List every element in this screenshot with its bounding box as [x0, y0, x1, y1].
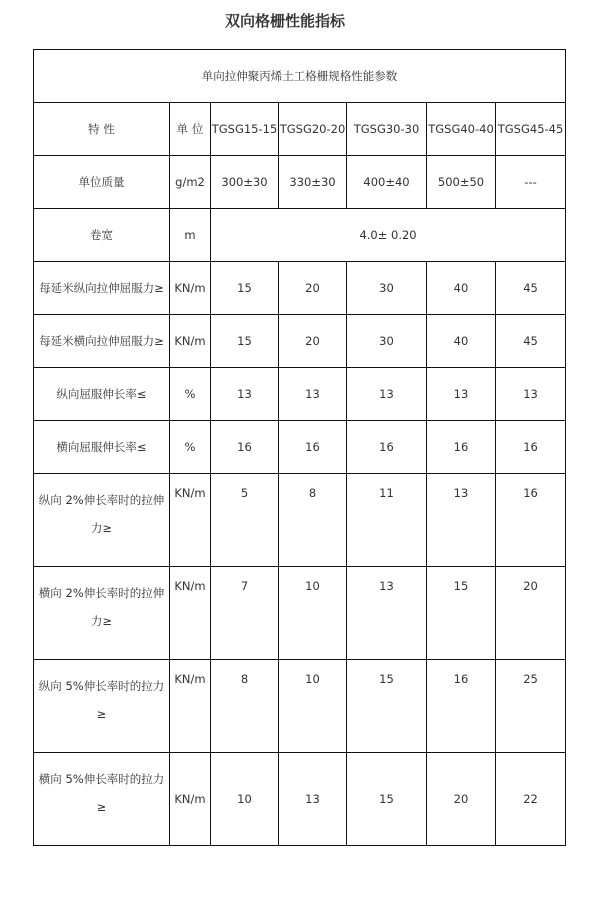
unit-cell: KN/m	[170, 753, 211, 846]
table-row	[34, 368, 566, 421]
value-cell: 16	[496, 474, 566, 567]
value-cell: 45	[496, 262, 566, 315]
value-cell: 300±30	[211, 156, 279, 209]
property-cell: 纵向屈服伸长率≤	[34, 368, 170, 421]
value-cell: 16	[427, 421, 496, 474]
table-row	[34, 421, 566, 474]
value-cell: 45	[496, 315, 566, 368]
property-cell: 横向 5%伸长率时的拉力≥	[34, 753, 170, 846]
value-cell: 20	[279, 262, 347, 315]
table-row	[34, 474, 566, 567]
unit-cell: g/m2	[170, 156, 211, 209]
value-cell: 8	[211, 660, 279, 753]
value-cell: 500±50	[427, 156, 496, 209]
header-cell: TGSG40-40	[427, 103, 496, 156]
unit-cell: KN/m	[170, 660, 211, 753]
value-cell: 20	[279, 315, 347, 368]
value-cell: 13	[279, 368, 347, 421]
value-cell: 330±30	[279, 156, 347, 209]
unit-cell: KN/m	[170, 262, 211, 315]
value-cell: 30	[347, 315, 427, 368]
table-row	[34, 660, 566, 753]
property-cell: 每延米纵向拉伸屈服力≥	[34, 262, 170, 315]
value-cell: 40	[427, 262, 496, 315]
table-row	[34, 315, 566, 368]
table-header-row	[34, 103, 566, 156]
value-cell: 15	[211, 315, 279, 368]
property-cell: 每延米横向拉伸屈服力≥	[34, 315, 170, 368]
header-cell: TGSG30-30	[347, 103, 427, 156]
value-cell: 10	[279, 660, 347, 753]
unit-cell: KN/m	[170, 315, 211, 368]
value-cell: 13	[427, 474, 496, 567]
value-cell: 13	[211, 368, 279, 421]
value-cell: 13	[347, 567, 427, 660]
unit-cell: KN/m	[170, 474, 211, 567]
unit-cell: m	[170, 209, 211, 262]
property-cell: 纵向 5%伸长率时的拉力≥	[34, 660, 170, 753]
value-cell: 11	[347, 474, 427, 567]
value-cell: 15	[427, 567, 496, 660]
value-cell: 13	[347, 368, 427, 421]
header-cell: 特 性	[34, 103, 170, 156]
table-row	[34, 209, 566, 262]
table-row	[34, 262, 566, 315]
merged-value-cell: 4.0± 0.20	[211, 209, 566, 262]
value-cell: 15	[211, 262, 279, 315]
value-cell: 15	[347, 753, 427, 846]
value-cell: 16	[427, 660, 496, 753]
value-cell: 16	[496, 421, 566, 474]
unit-cell: %	[170, 421, 211, 474]
value-cell: 16	[347, 421, 427, 474]
value-cell: 13	[279, 753, 347, 846]
table-caption-row	[34, 50, 566, 103]
value-cell: 40	[427, 315, 496, 368]
header-cell: TGSG20-20	[279, 103, 347, 156]
value-cell: 16	[211, 421, 279, 474]
value-cell: 20	[496, 567, 566, 660]
property-cell: 横向屈服伸长率≤	[34, 421, 170, 474]
value-cell: 13	[496, 368, 566, 421]
property-cell: 横向 2%伸长率时的拉伸力≥	[34, 567, 170, 660]
table-row	[34, 753, 566, 846]
unit-cell: KN/m	[170, 567, 211, 660]
property-cell: 卷宽	[34, 209, 170, 262]
value-cell: 15	[347, 660, 427, 753]
table-row	[34, 156, 566, 209]
value-cell: 7	[211, 567, 279, 660]
value-cell: 400±40	[347, 156, 427, 209]
value-cell: 8	[279, 474, 347, 567]
table-row	[34, 567, 566, 660]
value-cell: 30	[347, 262, 427, 315]
value-cell: 20	[427, 753, 496, 846]
spec-table	[33, 49, 566, 846]
value-cell: 10	[211, 753, 279, 846]
value-cell: 10	[279, 567, 347, 660]
value-cell: 13	[427, 368, 496, 421]
table-caption: 单向拉伸聚丙烯土工格栅规格性能参数	[34, 50, 566, 103]
unit-cell: %	[170, 368, 211, 421]
property-cell: 纵向 2%伸长率时的拉伸力≥	[34, 474, 170, 567]
header-cell: TGSG15-15	[211, 103, 279, 156]
header-cell: 单 位	[170, 103, 211, 156]
value-cell: 25	[496, 660, 566, 753]
property-cell: 单位质量	[34, 156, 170, 209]
value-cell: 5	[211, 474, 279, 567]
value-cell: 16	[279, 421, 347, 474]
header-cell: TGSG45-45	[496, 103, 566, 156]
value-cell: 22	[496, 753, 566, 846]
value-cell: ---	[496, 156, 566, 209]
page-title: 双向格栅性能指标	[224, 12, 345, 30]
